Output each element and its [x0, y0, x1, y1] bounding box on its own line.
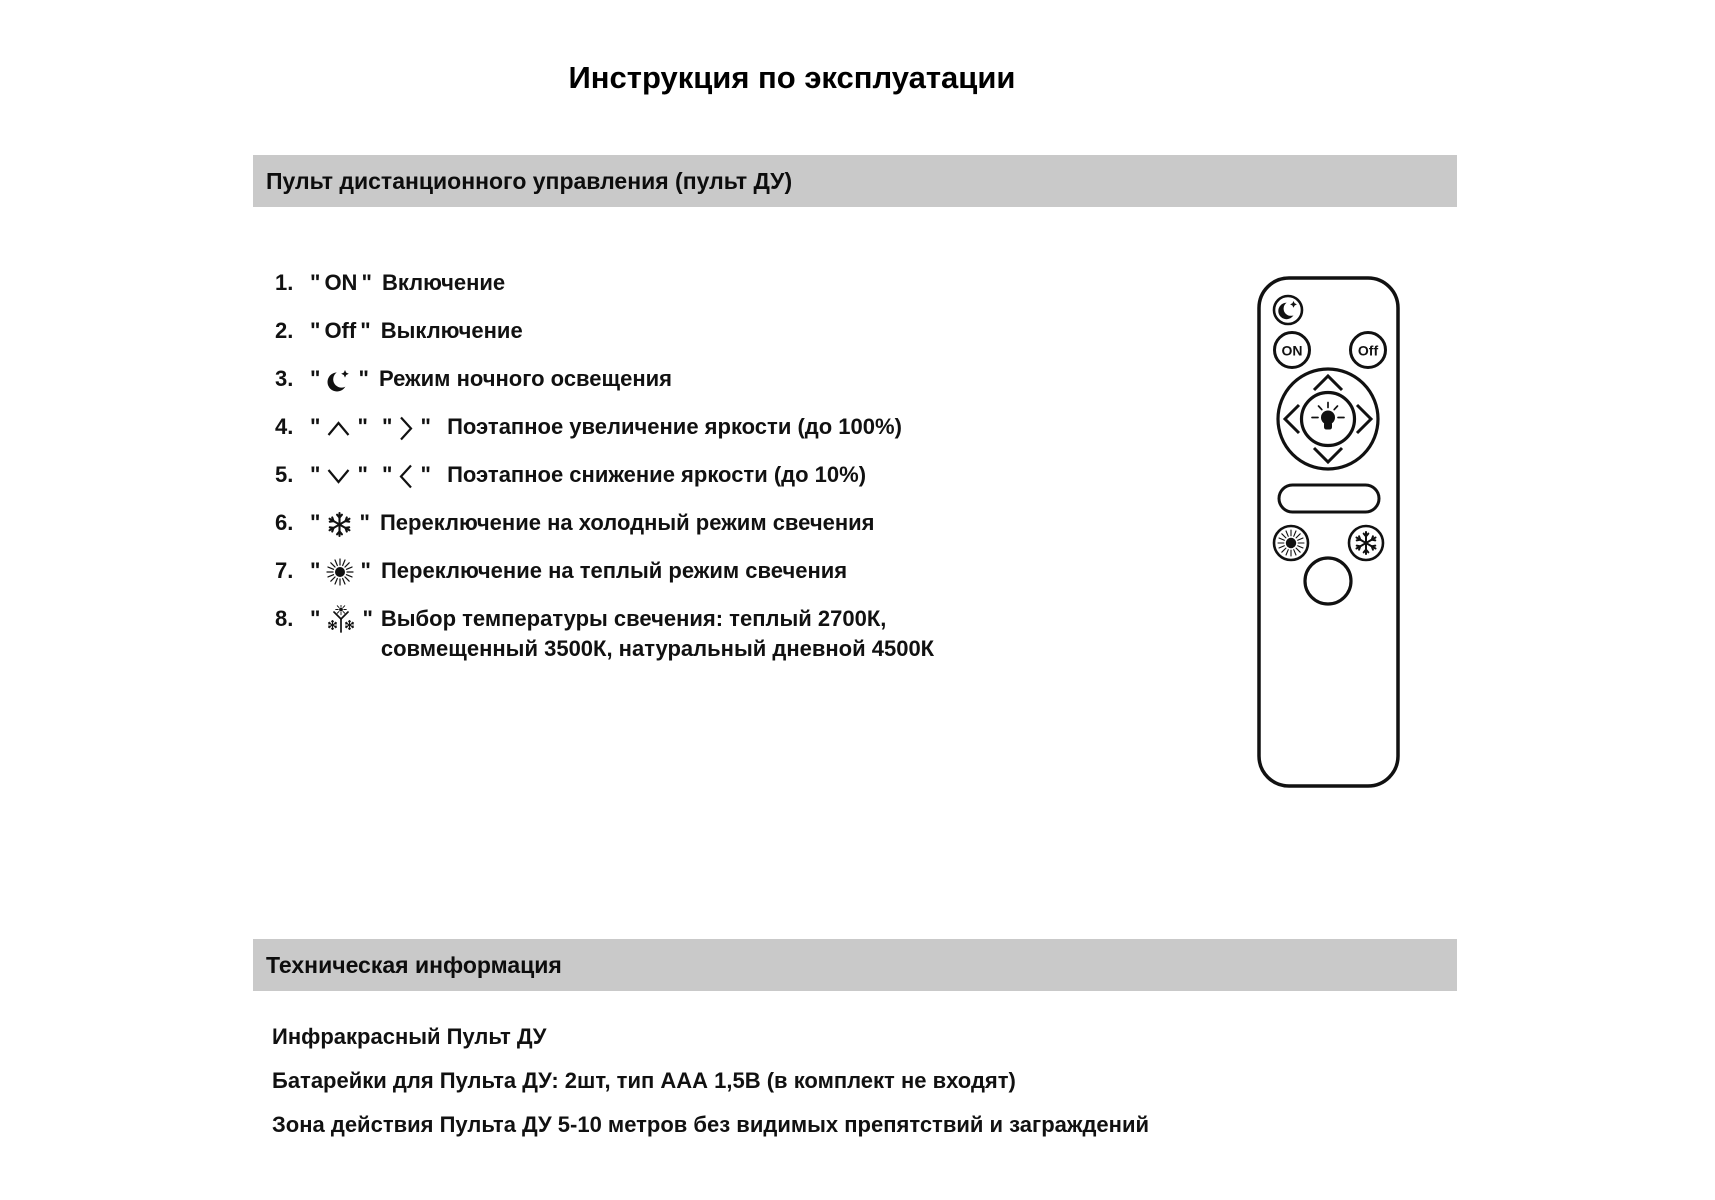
item-text	[306, 364, 672, 394]
quote-mark: "	[382, 414, 393, 439]
item-text-fragment: Поэтапное снижение яркости (до 10%)	[434, 462, 867, 487]
item-number: 4.	[275, 414, 294, 439]
quote-mark: "	[310, 414, 321, 439]
item-text	[306, 556, 847, 586]
section-header-tech	[253, 939, 1457, 991]
moon-icon	[326, 364, 352, 394]
item-text-line: Выбор температуры свечения: теплый 2700К,	[380, 606, 887, 631]
chevron-right-icon	[398, 412, 414, 442]
item-text-fragment: Off	[324, 318, 357, 343]
quote-mark: "	[362, 606, 373, 631]
quote-mark: "	[382, 462, 393, 487]
quote-mark: "	[310, 365, 321, 391]
quote-mark: "	[361, 270, 372, 295]
item-number: 5.	[275, 462, 294, 487]
section-header-remote-label: Пульт дистанционного управления (пульт ДУ)	[266, 168, 793, 194]
item-text-line: совмещенный 3500К, натуральный дневной 4500К	[380, 636, 935, 661]
tech-info-line: Батарейки для Пульта ДУ: 2шт, тип ААА 1,5В (в комплект не входят)	[272, 1068, 1016, 1093]
chevron-down-icon	[326, 460, 351, 490]
tech-info-lines	[272, 1024, 1149, 1156]
item-text	[306, 508, 875, 538]
item-number: 8.	[275, 606, 294, 631]
item-number: 6.	[275, 510, 294, 535]
quote-mark: "	[360, 318, 371, 343]
item-text-fragment: Включение	[375, 270, 506, 295]
quote-mark: "	[310, 510, 321, 535]
chevron-left-icon	[398, 460, 414, 490]
item-text	[306, 604, 934, 664]
page-title: Инструкция по эксплуатации	[568, 60, 1016, 95]
list-item	[275, 604, 934, 664]
item-text-fragment: ON	[324, 270, 358, 295]
item-number: 3.	[275, 366, 294, 391]
off-button-label: Off	[1357, 342, 1379, 359]
quote-mark: "	[310, 270, 321, 295]
warm-mode-button	[1274, 526, 1308, 560]
list-item	[275, 316, 934, 346]
list-item	[275, 460, 934, 490]
quote-mark: "	[310, 557, 321, 583]
item-text	[306, 316, 523, 346]
quote-mark: "	[358, 365, 369, 391]
list-item	[275, 556, 934, 586]
item-number: 2.	[275, 318, 294, 343]
item-number: 7.	[275, 558, 294, 583]
section-header-remote	[253, 155, 1457, 207]
quote-mark: "	[310, 606, 321, 631]
quote-mark: "	[310, 318, 321, 343]
quote-mark: "	[357, 414, 368, 439]
item-number: 1.	[275, 270, 294, 295]
item-text-multiline	[381, 604, 934, 664]
quote-mark: "	[420, 462, 431, 487]
quote-mark: "	[359, 510, 370, 535]
item-text	[306, 268, 505, 298]
item-text-fragment: Переключение на теплый режим свечения	[374, 557, 848, 583]
item-text-fragment: Поэтапное увеличение яркости (до 100%)	[434, 414, 902, 439]
section-header-tech-label: Техническая информация	[266, 952, 562, 978]
item-text-fragment: Выключение	[374, 318, 523, 343]
quote-mark: "	[310, 462, 321, 487]
item-text	[306, 412, 902, 442]
item-text	[306, 460, 866, 490]
sun-icon	[326, 556, 354, 586]
remote-items-list	[275, 268, 934, 682]
list-item	[275, 364, 934, 394]
quote-mark: "	[360, 557, 371, 583]
list-item	[275, 412, 934, 442]
remote-illustration	[1257, 276, 1400, 793]
quote-mark: "	[357, 462, 368, 487]
quote-mark: "	[420, 414, 431, 439]
tech-info-line: Зона действия Пульта ДУ 5-10 метров без видимых препятствий и заграждений	[272, 1112, 1150, 1137]
list-item	[275, 508, 934, 538]
item-text-fragment	[372, 462, 378, 487]
chevron-up-icon	[326, 412, 351, 442]
item-text-fragment: Переключение на холодный режим свечения	[373, 510, 875, 535]
color-temp-icon	[326, 604, 356, 635]
item-text-fragment: Режим ночного освещения	[372, 365, 672, 391]
list-item	[275, 268, 934, 298]
item-text-fragment	[372, 414, 378, 439]
snowflake-icon	[326, 508, 353, 538]
on-button-label: ON	[1281, 342, 1303, 359]
tech-info-line: Инфракрасный Пульт ДУ	[272, 1024, 547, 1049]
